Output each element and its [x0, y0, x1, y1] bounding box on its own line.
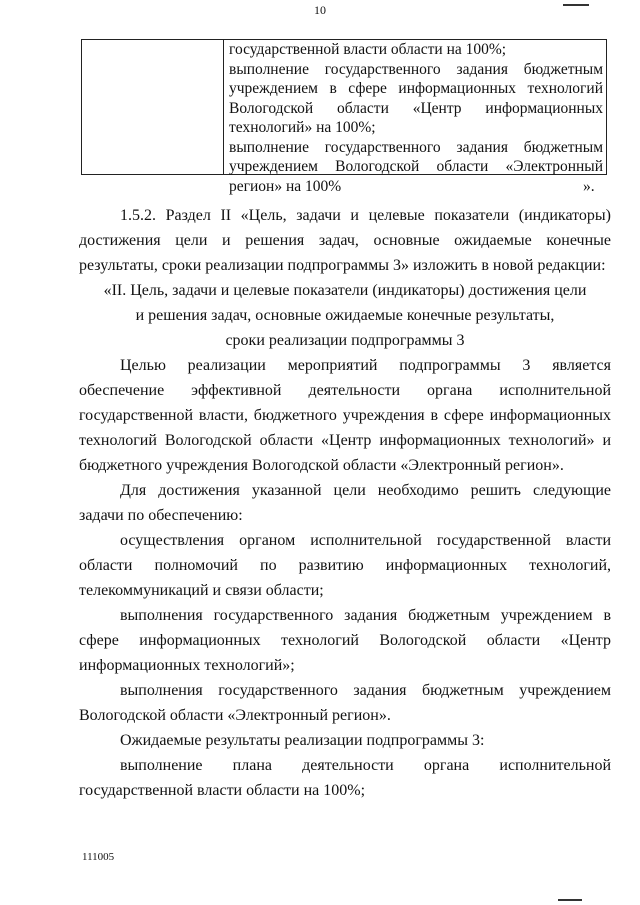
continued-table [81, 39, 607, 195]
task-paragraph: выполнения государственного задания бюджетным учреждением Вологодской области «Электронный регион». [79, 682, 611, 724]
table-cell-results [229, 40, 603, 196]
item-1-5-2-block [79, 203, 611, 278]
table-column-divider [223, 40, 224, 174]
result-paragraph: выполнение плана деятельности органа исполнительной государственной власти области на 100%; [79, 757, 611, 799]
table-cell-paragraph: государственной власти области на 100%; [229, 41, 507, 58]
table-cell-paragraph: выполнение государственного задания бюджетным учреждением в сфере информационных технологий Вологодской области «Центр информационных технологий» на 100%; [229, 60, 603, 136]
task-paragraph: осуществления органом исполнительной государственной власти области полномочий по развитию информационных технологий, телекоммуникаций и связи области; [79, 532, 611, 599]
item-1-5-2-paragraph: 1.5.2. Раздел II «Цель, задачи и целевые показатели (индикаторы) достижения цели и решения задач, основные ожидаемые конечные результаты, сроки реализации подпрограммы 3» изложить в новой редакции: [79, 207, 611, 274]
results-intro-paragraph: Ожидаемые результаты реализации подпрограммы 3: [120, 732, 485, 749]
tasks-block [79, 478, 611, 803]
closing-quote: ». [583, 178, 595, 195]
section-heading-line: сроки реализации подпрограммы 3 [225, 332, 465, 349]
scan-mark-bottom [558, 899, 582, 901]
page-number: 10 [314, 3, 326, 17]
section-heading [79, 278, 611, 353]
footer-code: 111005 [82, 851, 115, 863]
section-heading-line: «II. Цель, задачи и целевые показатели (индикаторы) достижения цели [103, 282, 587, 299]
section-heading-line: и решения задач, основные ожидаемые конечные результаты, [135, 307, 555, 324]
goal-block [79, 353, 611, 478]
task-paragraph: выполнения государственного задания бюджетным учреждением в сфере информационных технологий Вологодской области «Центр информационных технологий»; [79, 607, 611, 674]
table-cell-paragraph: выполнение государственного задания бюджетным учреждением Вологодской области «Электронный регион» на 100% [229, 138, 603, 195]
tasks-intro-paragraph: Для достижения указанной цели необходимо решить следующие задачи по обеспечению: [79, 482, 611, 524]
goal-paragraph: Целью реализации мероприятий подпрограммы 3 является обеспечение эффективной деятельности органа исполнительной государственной власти, бюджетного учреждения в сфере информационных технологий Вологодской области «Центр информационных технологий» и бюджетного учреждения Вологодской области «Электронный регион». [79, 357, 611, 474]
